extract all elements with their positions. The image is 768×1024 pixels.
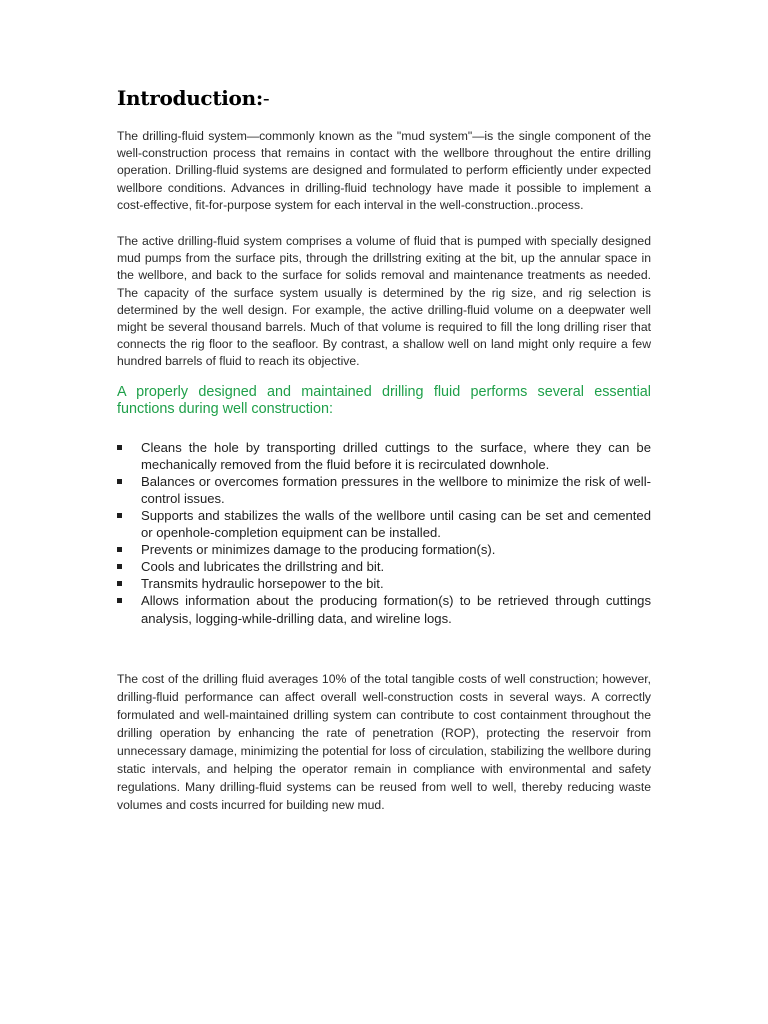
page-title-text: Introduction: [117, 86, 263, 110]
functions-list [117, 439, 651, 627]
bullet-square-icon [117, 479, 122, 484]
bullet-square-icon [117, 581, 122, 586]
list-item-text: Allows information about the producing formation(s) to be retrieved through cuttings analysis, logging-while-drilling data, and wireline logs. [141, 593, 651, 626]
list-item [117, 507, 651, 541]
list-item [117, 473, 651, 507]
list-item-text: Transmits hydraulic horsepower to the bit. [141, 576, 384, 592]
list-item [117, 439, 651, 473]
intro-paragraph-2: The active drilling-fluid system comprises a volume of fluid that is pumped with specially designed mud pumps from the surface pits, through the drillstring exiting at the bit, up the annular space in the wellbore, and back to the surface for solids removal and maintenance treatments as needed. The capacity of the surface system usually is determined by the rig size, and rig selection is determined by the well design. For example, the active drilling-fluid volume on a deepwater well might be several thousand barrels. Much of that volume is required to fill the long drilling riser that connects the rig floor to the seafloor. By contrast, a shallow well on land might only require a few hundred barrels of fluid to reach its objective. [117, 234, 651, 369]
list-item [117, 592, 651, 626]
page-title [117, 86, 651, 110]
list-item-text: Cools and lubricates the drillstring and bit. [141, 559, 385, 575]
document-content [117, 86, 651, 814]
list-item [117, 575, 651, 592]
list-item-text: Prevents or minimizes damage to the producing formation(s). [141, 542, 496, 558]
list-item-text: Cleans the hole by transporting drilled cuttings to the surface, where they can be mechanically removed from the fluid before it is recirculated downhole. [141, 439, 651, 472]
bullet-square-icon [117, 547, 122, 552]
bullet-square-icon [117, 513, 122, 518]
functions-subheading: A properly designed and maintained drilling fluid performs several essential functions during well construction: [117, 383, 651, 418]
cost-paragraph: The cost of the drilling fluid averages 10% of the total tangible costs of well construction; however, drilling-fluid performance can affect overall well-construction costs in several ways. A correctly formulated and well-maintained drilling system can contribute to cost containment throughout the drilling operation by enhancing the rate of penetration (ROP), protecting the reservoir from unnecessary damage, minimizing the potential for loss of circulation, stabilizing the wellbore during static intervals, and helping the operator remain in compliance with environmental and safety regulations. Many drilling-fluid systems can be reused from well to well, thereby reducing waste volumes and costs incurred for building new mud. [117, 671, 651, 813]
list-item [117, 541, 651, 558]
intro-paragraph-1: The drilling-fluid system—commonly known as the "mud system"—is the single component of the well-construction process that remains in contact with the wellbore throughout the entire drilling operation. Drilling-fluid systems are designed and formulated to perform efficiently under expected wellbore conditions. Advances in drilling-fluid technology have made it possible to implement a cost-effective, fit-for-purpose system for each interval in the well-construction..process. [117, 129, 651, 212]
bullet-square-icon [117, 598, 122, 603]
list-item-text: Supports and stabilizes the walls of the wellbore until casing can be set and cemented or openhole-completion equipment can be installed. [141, 508, 651, 541]
bullet-square-icon [117, 564, 122, 569]
bullet-square-icon [117, 445, 122, 450]
list-item-text: Balances or overcomes formation pressures in the wellbore to minimize the risk of well-control issues. [141, 473, 651, 506]
list-item [117, 558, 651, 575]
page-title-suffix: - [262, 86, 270, 110]
